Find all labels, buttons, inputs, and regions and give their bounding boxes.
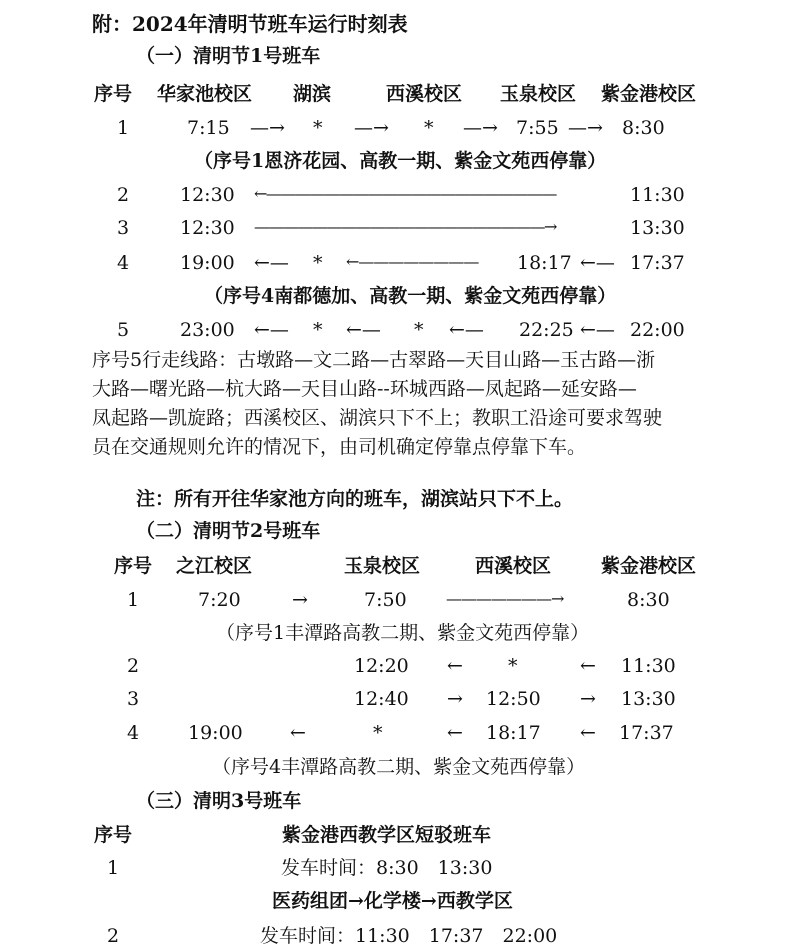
time: 12:30	[180, 184, 235, 206]
seq: 4	[117, 252, 130, 274]
time: 7:50	[364, 589, 407, 611]
departure-times: 发车时间：8:30 13:30	[281, 857, 493, 879]
section3-heading: （三）清明3号班车	[136, 790, 302, 812]
seq: 2	[117, 184, 130, 206]
arrow: ←	[447, 722, 463, 744]
time: 11:30	[630, 184, 685, 206]
seq: 2	[127, 655, 140, 677]
header-yuquan: 玉泉校区	[500, 83, 577, 105]
time: 13:30	[630, 217, 685, 239]
arrow: ←	[580, 722, 596, 744]
section1-heading: （一）清明节1号班车	[136, 45, 321, 67]
star: *	[313, 319, 323, 341]
arrow: ←—	[254, 252, 289, 274]
departure-times: 发车时间：11:30 17:37 22:00	[260, 925, 558, 947]
time: 17:37	[619, 722, 674, 744]
time: 11:30	[621, 655, 676, 677]
seq: 5	[117, 319, 130, 341]
time: 7:55	[516, 117, 559, 139]
shuttle-route-title: 紫金港西教学区短驳班车	[282, 824, 492, 846]
header-yuquan: 玉泉校区	[344, 555, 421, 577]
seq: 1	[107, 857, 120, 879]
arrow: —→	[568, 117, 603, 139]
time: 12:30	[180, 217, 235, 239]
section1-note-1: （序号1恩济花园、高教一期、紫金文苑西停靠）	[194, 150, 607, 172]
time: 12:20	[354, 655, 409, 677]
header-seq: 序号	[94, 824, 133, 846]
arrow: ←—	[254, 319, 289, 341]
arrow: ←—	[346, 319, 381, 341]
arrow: ←	[447, 655, 463, 677]
time: 18:17	[517, 252, 572, 274]
section1-footnote: 注：所有开往华家池方向的班车，湖滨站只下不上。	[136, 488, 574, 510]
star: *	[414, 319, 424, 341]
arrow: —→	[354, 117, 389, 139]
time: 22:00	[630, 319, 685, 341]
section1-note-4: （序号4南都德加、高教一期、紫金文苑西停靠）	[204, 285, 617, 307]
time: 8:30	[627, 589, 670, 611]
arrow: ←—	[580, 252, 615, 274]
star: *	[313, 252, 323, 274]
header-huajiachi: 华家池校区	[157, 83, 253, 105]
header-zijingang: 紫金港校区	[601, 83, 697, 105]
arrow: ←—	[580, 319, 615, 341]
long-arrow: ←————————	[346, 252, 479, 271]
star: *	[373, 722, 383, 744]
time: 13:30	[621, 688, 676, 710]
seq: 1	[127, 589, 140, 611]
seq: 2	[107, 925, 120, 947]
time: 19:00	[188, 722, 243, 744]
arrow: ←	[580, 655, 596, 677]
route-line: 大路—曙光路—杭大路—天目山路--环城西路—凤起路—延安路—	[92, 378, 637, 400]
section2-note-4: （序号4丰潭路高教二期、紫金文苑西停靠）	[212, 756, 586, 778]
star: *	[508, 655, 518, 677]
arrow: →	[580, 688, 596, 710]
arrow: —→	[463, 117, 498, 139]
time: 17:37	[630, 252, 685, 274]
route-line: 凤起路—凯旋路；西溪校区、湖滨只下不上；教职工沿途可要求驾驶	[92, 407, 663, 429]
arrow: ←	[290, 722, 306, 744]
header-seq: 序号	[114, 555, 153, 577]
time: 8:30	[622, 117, 665, 139]
seq: 1	[117, 117, 130, 139]
arrow: →	[292, 589, 308, 611]
seq: 4	[127, 722, 140, 744]
time: 7:15	[187, 117, 230, 139]
header-seq: 序号	[94, 83, 133, 105]
page-title: 附：2024年清明节班车运行时刻表	[92, 12, 408, 36]
header-zijingang: 紫金港校区	[601, 555, 697, 577]
route-line: 序号5行走线路：古墩路—文二路—古翠路—天目山路—玉古路—浙	[92, 349, 656, 371]
header-xixi: 西溪校区	[386, 83, 463, 105]
time: 23:00	[180, 319, 235, 341]
arrow: →	[447, 688, 463, 710]
time: 7:20	[198, 589, 241, 611]
seq: 3	[127, 688, 140, 710]
header-hubin: 湖滨	[293, 83, 332, 105]
time: 22:25	[519, 319, 574, 341]
header-xixi: 西溪校区	[475, 555, 552, 577]
section2-heading: （二）清明节2号班车	[136, 520, 321, 542]
seq: 3	[117, 217, 130, 239]
route-description	[92, 346, 712, 462]
long-arrow: ←————————————————————	[254, 184, 556, 203]
time: 12:50	[486, 688, 541, 710]
star: *	[424, 117, 434, 139]
header-zhijiang: 之江校区	[176, 555, 253, 577]
time: 19:00	[180, 252, 235, 274]
time: 18:17	[486, 722, 541, 744]
star: *	[313, 117, 323, 139]
time: 12:40	[354, 688, 409, 710]
long-arrow: ————————————————————→	[254, 217, 556, 236]
arrow: ←—	[449, 319, 484, 341]
route-line: 员在交通规则允许的情况下，由司机确定停靠点停靠下车。	[92, 436, 587, 458]
shuttle-route-2: 医药组团→化学楼→西教学区	[272, 890, 513, 912]
section2-note-1: （序号1丰潭路高教二期、紫金文苑西停靠）	[216, 622, 590, 644]
arrow: —→	[250, 117, 285, 139]
long-arrow: ———————→	[446, 589, 564, 608]
